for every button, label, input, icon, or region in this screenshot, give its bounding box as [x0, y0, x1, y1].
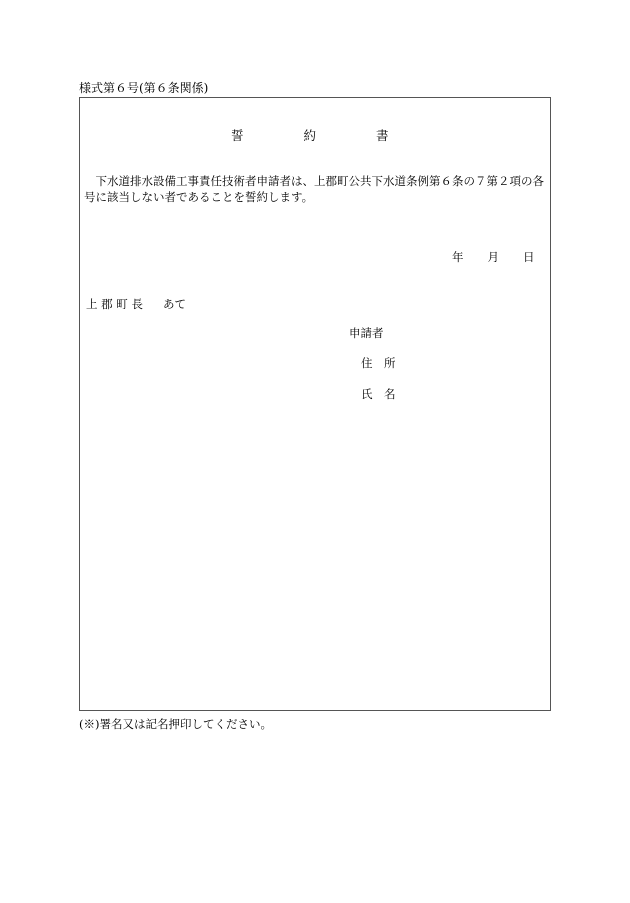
signature-note: (※)署名又は記名押印してください。: [79, 717, 272, 731]
title-char-3: 書: [376, 128, 389, 143]
title-char-2: 約: [303, 128, 317, 143]
date-month-label: 月: [487, 250, 499, 264]
addressee-name: 上 郡 町 長: [86, 297, 143, 311]
applicant-name-label: 氏 名: [361, 387, 396, 401]
addressee-honorific: あて: [162, 297, 186, 311]
date-line: [452, 249, 535, 265]
form-number-label: 様式第６号(第６条関係): [79, 81, 209, 95]
date-year-label: 年: [452, 250, 464, 264]
document-title: [231, 126, 389, 144]
addressee: [86, 296, 186, 312]
applicant-address-label: 住 所: [361, 356, 396, 370]
applicant-heading: 申請者: [349, 326, 384, 340]
title-char-1: 誓: [231, 128, 244, 143]
date-day-label: 日: [523, 250, 535, 264]
pledge-body-text: 下水道排水設備工事責任技術者申請者は、上郡町公共下水道条例第６条の７第２項の各号に該当しない者であることを誓約します。: [84, 174, 544, 204]
